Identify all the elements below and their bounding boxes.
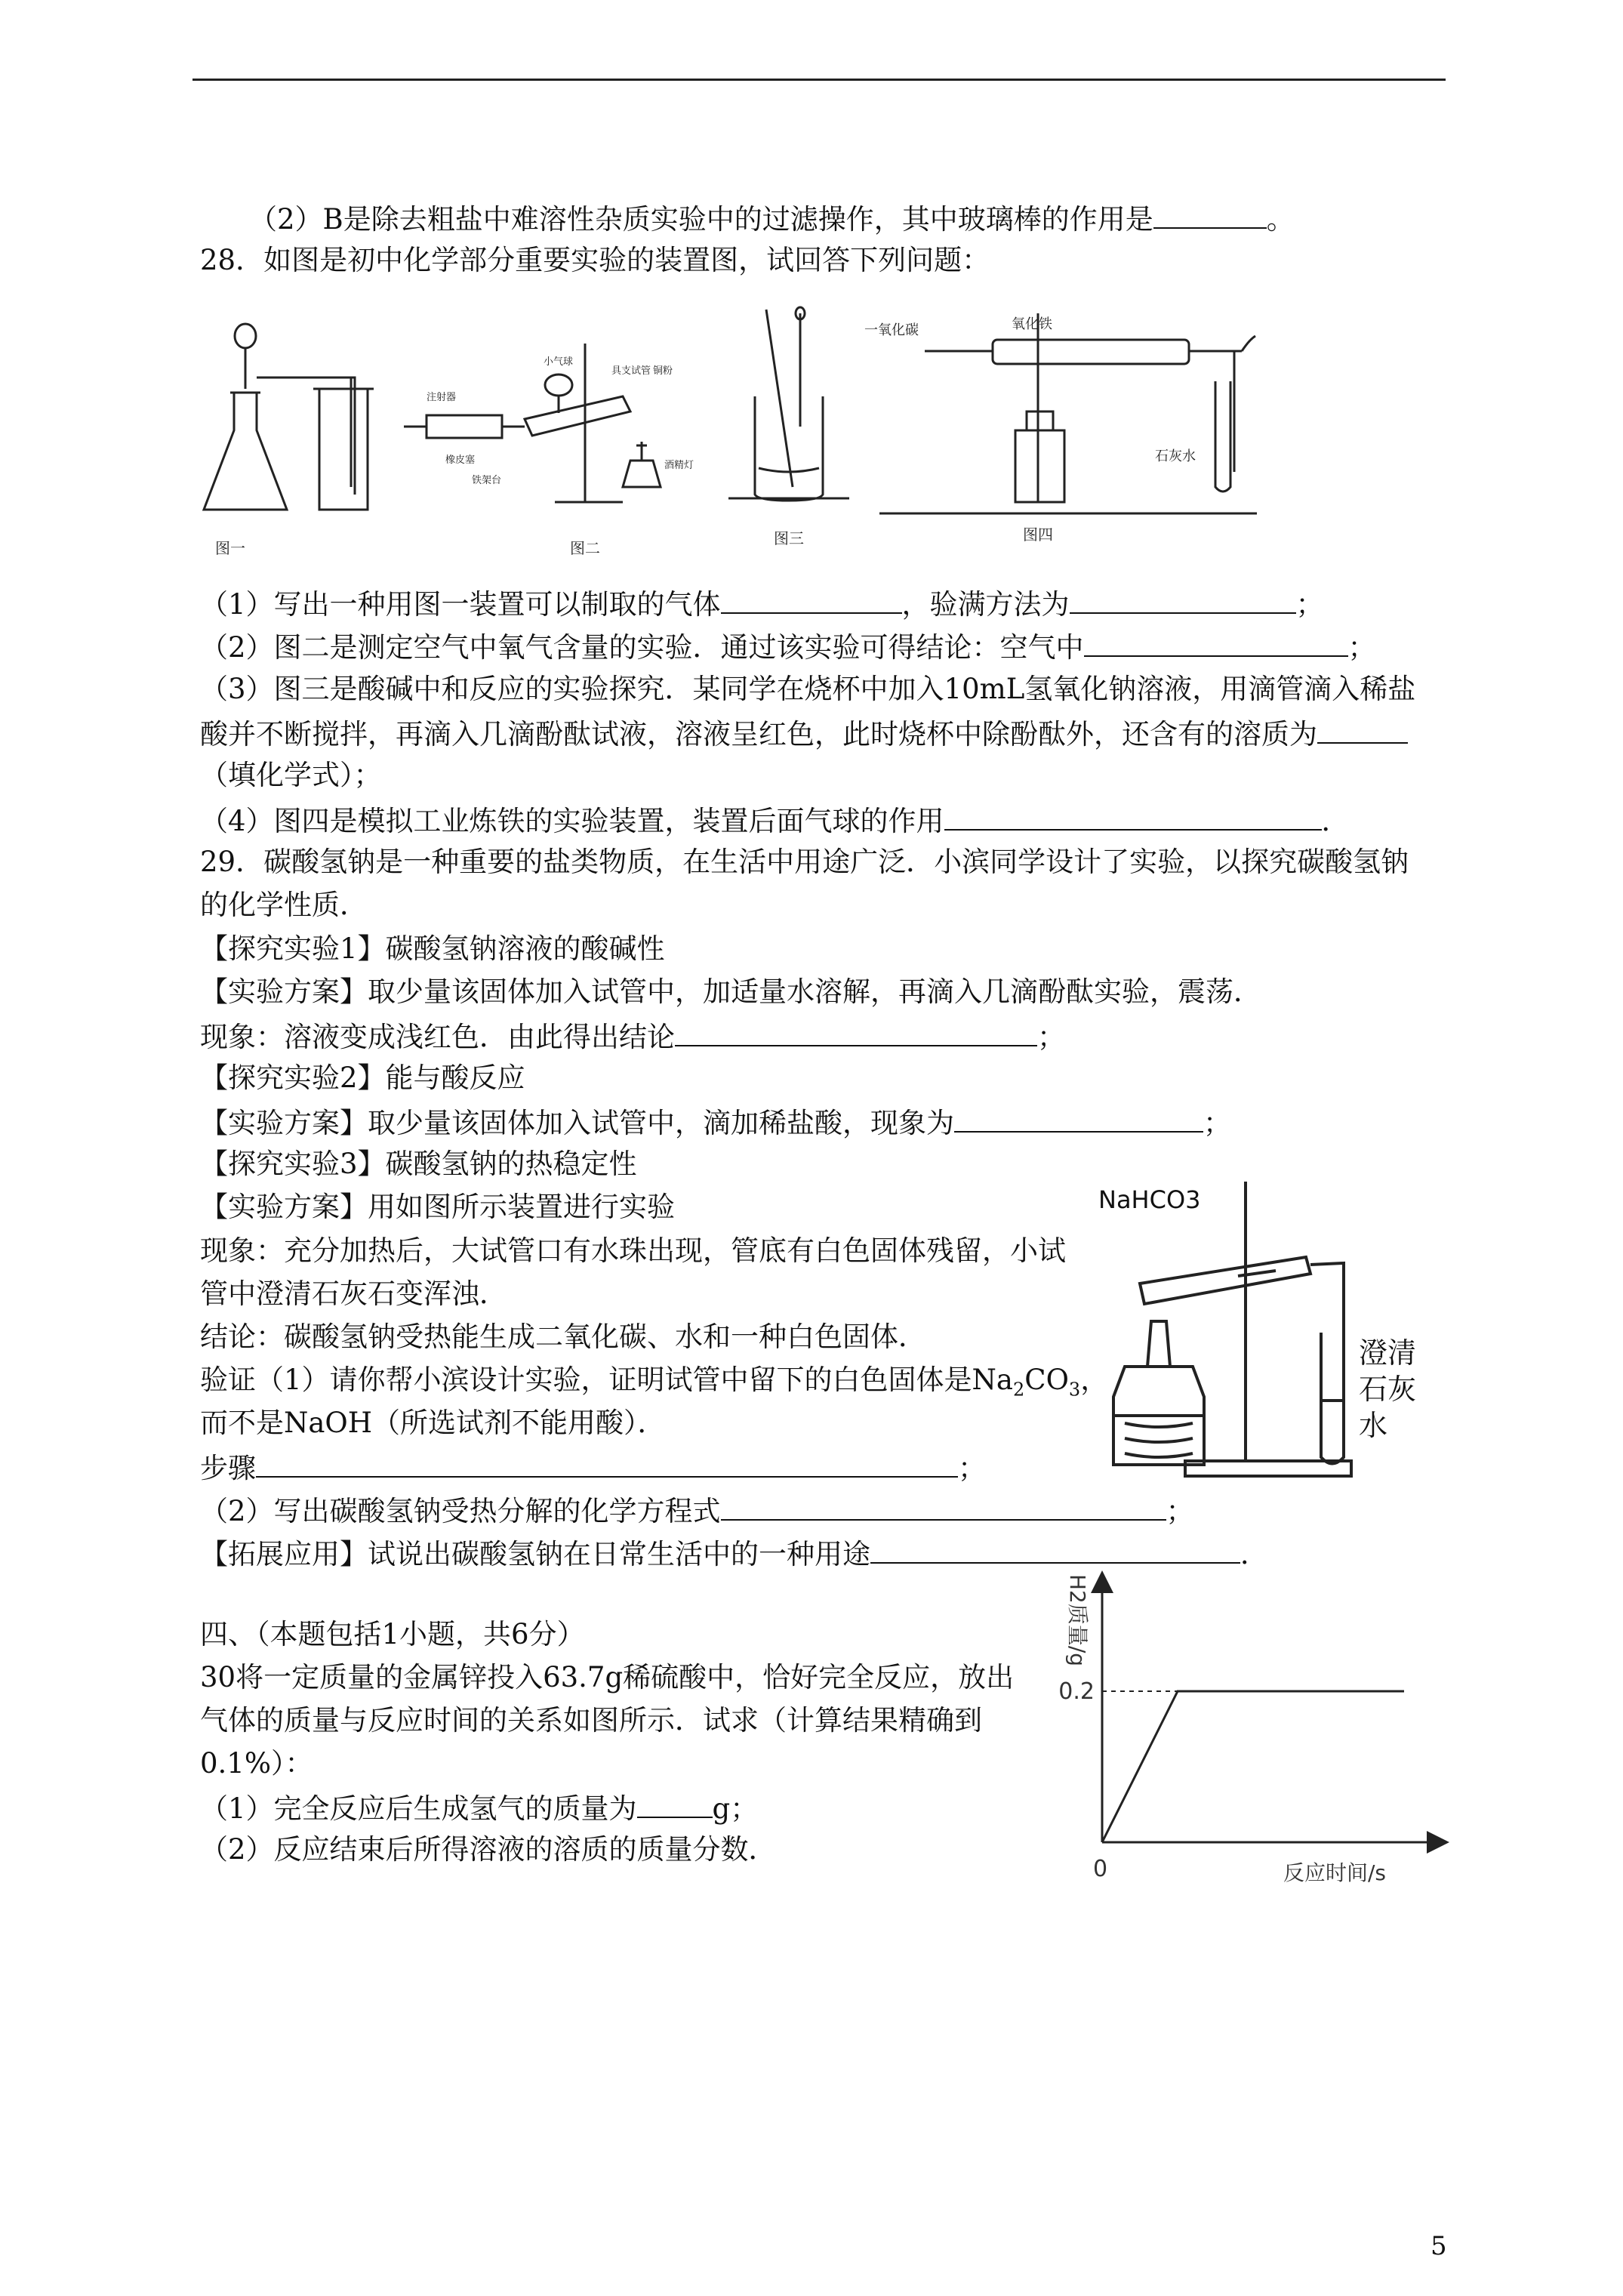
- q29a: 29．碳酸氢钠是一种重要的盐类物质，在生活中用途广泛．小滨同学设计了实验，以探究碳酸氢钠: [200, 846, 1409, 878]
- nahco3-label: NaHCO3: [1098, 1185, 1201, 1214]
- h2-mass-chart: [1027, 1570, 1449, 1888]
- origin-label: 0: [1093, 1856, 1108, 1882]
- exp2-plan: 【实验方案】取少量该固体加入试管中，滴加稀盐酸，现象为 ；: [200, 1102, 1231, 1142]
- verify-2: （2）写出碳酸氢钠受热分解的化学方程式 ；: [200, 1490, 1194, 1530]
- answer-blank[interactable]: [675, 1016, 1037, 1046]
- y-axis-label: H2质量/g: [1065, 1574, 1090, 1667]
- q30c: 0.1%）：: [200, 1747, 313, 1780]
- answer-blank[interactable]: [637, 1788, 713, 1818]
- fig1-apparatus: [204, 324, 374, 510]
- q30-1: （1）完全反应后生成氢气的质量为 g；: [200, 1788, 758, 1828]
- answer-blank[interactable]: [721, 1490, 1166, 1521]
- answer-blank[interactable]: [256, 1447, 958, 1478]
- q28-1: （1）写出一种用图一装置可以制取的气体 ，验满方法为 ；: [200, 584, 1324, 624]
- limewater-label-3: 水: [1359, 1409, 1388, 1442]
- answer-blank[interactable]: [944, 800, 1322, 831]
- fig2-label-copper: 铜粉: [653, 365, 673, 377]
- answer-blank[interactable]: [721, 584, 902, 614]
- fig2-label: 图二: [570, 539, 600, 557]
- q30-2: （2）反应结束后所得溶液的溶质的质量分数．: [200, 1833, 777, 1866]
- limewater-label-2: 石灰: [1359, 1373, 1417, 1406]
- answer-blank[interactable]: [1070, 584, 1296, 614]
- section-four: 四、（本题包括1小题，共6分）: [200, 1618, 585, 1650]
- q28-title: 28．如图是初中化学部分重要实验的装置图，试回答下列问题：: [200, 244, 990, 276]
- q28-2: （2）图二是测定空气中氧气含量的实验．通过该实验可得结论：空气中 ；: [200, 627, 1376, 667]
- q28-3b: 酸并不断搅拌，再滴入几滴酚酞试液，溶液呈红色，此时烧杯中除酚酞外，还含有的溶质为: [200, 713, 1408, 754]
- exp2-title: 【探究实验2】能与酸反应: [200, 1062, 525, 1094]
- q28-3c: （填化学式）；: [200, 759, 382, 791]
- x-axis-label: 反应时间/s: [1283, 1860, 1387, 1885]
- fig2-label-stopper: 橡皮塞: [445, 455, 476, 466]
- answer-blank[interactable]: [954, 1102, 1203, 1133]
- exp3-plan: 【实验方案】用如图所示装置进行实验: [200, 1191, 675, 1223]
- fig3-apparatus: [728, 307, 849, 501]
- exp1-plan: 【实验方案】取少量该固体加入试管中，加适量水溶解，再滴入几滴酚酞实验，震荡．: [200, 975, 1261, 1008]
- y-tick-label: 0.2: [1058, 1678, 1095, 1705]
- answer-blank[interactable]: [870, 1533, 1240, 1564]
- answer-blank[interactable]: [1317, 713, 1408, 744]
- apparatus-figures: [200, 298, 1257, 562]
- verify-1: 验证（1）请你帮小滨设计实验，证明试管中留下的白色固体是$Na_2CO_3$，: [200, 1364, 1109, 1401]
- fig1-label: 图一: [215, 539, 245, 557]
- fig2-label-stand: 铁架台: [472, 475, 502, 486]
- verify-1b: 而不是NaOH（所选试剂不能用酸）．: [200, 1407, 666, 1439]
- exp3-observation-2: 管中澄清石灰石变浑浊．: [200, 1277, 507, 1310]
- exp3-conclusion: 结论：碳酸氢钠受热能生成二氧化碳、水和一种白色固体．: [200, 1321, 926, 1353]
- q27-2-line: （2）B是除去粗盐中难溶性杂质实验中的过滤操作，其中玻璃棒的作用是 。: [249, 199, 1295, 239]
- q30b: 气体的质量与反应时间的关系如图所示．试求（计算结果精确到: [200, 1704, 982, 1737]
- fig4-apparatus: [879, 313, 1257, 513]
- fig2-label-tube: 具支试管: [611, 365, 651, 377]
- fig2-label-syringe: 注射器: [427, 392, 457, 403]
- page-number: 5: [1431, 2231, 1447, 2261]
- answer-blank[interactable]: [1153, 199, 1267, 229]
- fig4-label-fe2o3: 氧化铁: [1012, 316, 1052, 332]
- fig4-label-limewater: 石灰水: [1155, 448, 1196, 464]
- q28-4: （4）图四是模拟工业炼铁的实验装置，装置后面气球的作用 ．: [200, 800, 1350, 840]
- q30a: 30将一定质量的金属锌投入63.7g稀硫酸中，恰好完全反应，放出: [200, 1661, 1015, 1693]
- exp1-title: 【探究实验1】碳酸氢钠溶液的酸碱性: [200, 932, 665, 965]
- q28-3a: （3）图三是酸碱中和反应的实验探究．某同学在烧杯中加入10mL氢氧化钠溶液，用滴管滴入稀盐: [200, 673, 1416, 705]
- step-line: 步骤 ；: [200, 1447, 986, 1487]
- exp3-observation-1: 现象：充分加热后，大试管口有水珠出现，管底有白色固体残留，小试: [200, 1234, 1066, 1267]
- fig2-label-lamp: 酒精灯: [664, 460, 694, 471]
- exp3-title: 【探究实验3】碳酸氢钠的热稳定性: [200, 1148, 637, 1180]
- q29b: 的化学性质．: [200, 889, 368, 921]
- answer-blank[interactable]: [1084, 627, 1348, 657]
- extension: 【拓展应用】试说出碳酸氢钠在日常生活中的一种用途 ．: [200, 1533, 1268, 1573]
- nahco3-heating-apparatus: [1095, 1174, 1457, 1491]
- header-rule: [192, 79, 1446, 81]
- exp1-observation: 现象：溶液变成浅红色．由此得出结论 ；: [200, 1016, 1065, 1056]
- fig4-label-co: 一氧化碳: [864, 322, 919, 338]
- fig2-label-balloon: 小气球: [544, 356, 574, 368]
- limewater-label-1: 澄清: [1359, 1336, 1417, 1370]
- fig3-label: 图三: [774, 529, 804, 547]
- series-line: [1102, 1691, 1404, 1842]
- fig4-label: 图四: [1023, 525, 1053, 544]
